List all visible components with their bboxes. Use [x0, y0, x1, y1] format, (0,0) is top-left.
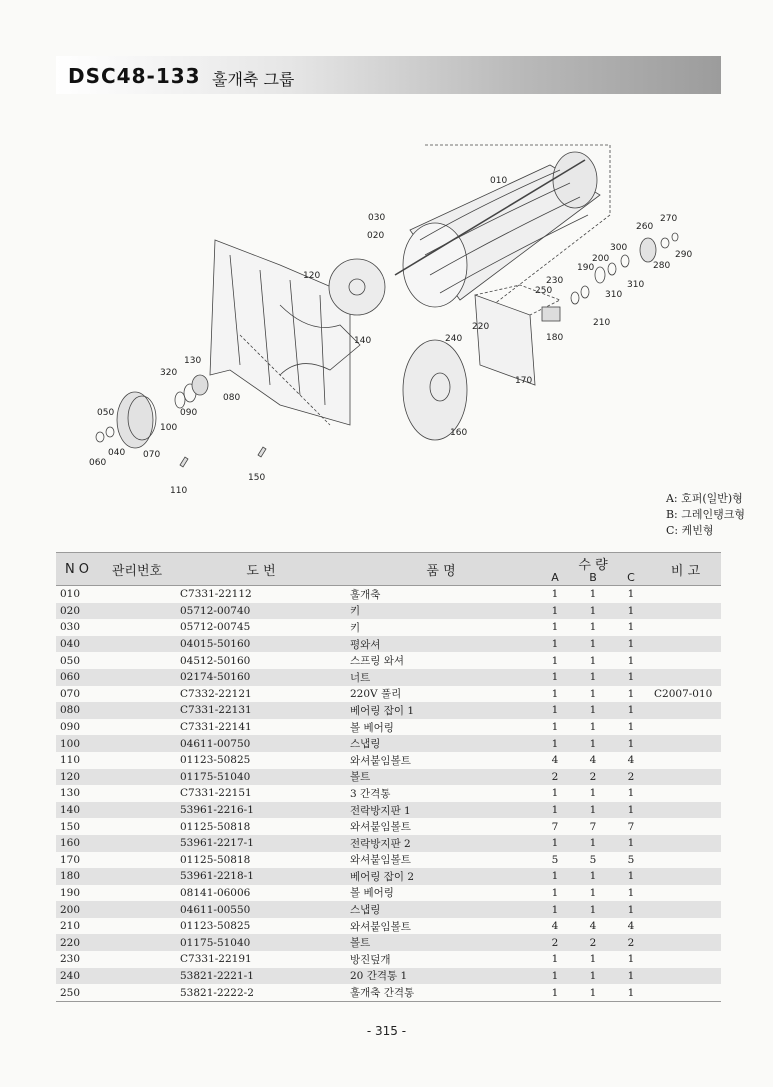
document-title: 훌개축 그룹	[212, 70, 295, 89]
cell-drawing-no: 01123-50825	[180, 920, 251, 933]
cell-part-name: 전락방지판 1	[346, 802, 536, 819]
callout-label: 090	[180, 408, 198, 418]
cell-no: 040	[56, 636, 98, 653]
cell-qty-c: 1	[612, 702, 650, 719]
cell-mgmt-no	[98, 968, 176, 985]
cell-no: 240	[56, 968, 98, 985]
table-row	[56, 901, 721, 918]
callout-label: 220	[472, 322, 490, 332]
table-row	[56, 636, 721, 653]
cell-qty-c: 2	[612, 769, 650, 786]
cell-remark: C2007-010	[654, 687, 713, 700]
table-row	[56, 752, 721, 769]
cell-no: 150	[60, 820, 81, 833]
cell-no: 060	[56, 669, 98, 686]
cell-qty-b: 1	[589, 953, 597, 966]
table-row	[56, 586, 721, 603]
cell-part-name: 평와셔	[346, 636, 536, 653]
callout-label: 280	[653, 261, 671, 271]
table-row	[56, 735, 721, 752]
cell-drawing-no: C7331-22191	[180, 953, 252, 966]
cell-qty-b: 1	[574, 636, 612, 653]
cell-part-name: 와셔붙임볼트	[350, 821, 411, 834]
cell-part-name: 와셔붙임볼트	[350, 854, 411, 867]
cell-qty-c: 1	[612, 735, 650, 752]
table-row	[56, 968, 721, 985]
header-remark: 비 고	[650, 553, 721, 586]
cell-drawing-no: C7332-22121	[180, 687, 252, 700]
cell-part-name: 베어링 잡이 2	[346, 868, 536, 885]
cell-qty-b: 1	[589, 621, 597, 634]
cell-qty-a: 1	[551, 588, 559, 601]
callout-label: 270	[660, 214, 678, 224]
header-quantity	[536, 553, 650, 586]
cell-no: 080	[56, 702, 98, 719]
cell-mgmt-no	[98, 951, 176, 968]
cell-drawing-no: 08141-06006	[180, 886, 251, 899]
table-row	[56, 984, 721, 1001]
cell-mgmt-no	[98, 785, 176, 802]
cell-qty-a: 1	[536, 735, 574, 752]
callout-label: 130	[184, 356, 202, 366]
table-row	[56, 818, 721, 835]
cell-qty-c: 5	[627, 853, 635, 866]
cell-no: 070	[60, 687, 81, 700]
cell-qty-a: 5	[551, 853, 559, 866]
cell-mgmt-no	[98, 984, 176, 1001]
callout-label: 020	[367, 231, 385, 241]
cell-no: 110	[60, 754, 81, 767]
cell-mgmt-no	[98, 918, 176, 935]
cell-mgmt-no	[98, 586, 176, 603]
cell-remark	[650, 719, 721, 736]
header-drawing-no: 도 번	[176, 553, 346, 586]
cell-qty-b: 2	[574, 769, 612, 786]
cell-qty-b: 4	[589, 920, 597, 933]
cell-drawing-no: 02174-50160	[176, 669, 346, 686]
cell-qty-b: 1	[574, 735, 612, 752]
cell-drawing-no: 53961-2216-1	[176, 802, 346, 819]
cell-remark	[650, 769, 721, 786]
cell-mgmt-no	[98, 603, 176, 620]
callout-label: 250	[535, 286, 553, 296]
document-code: DSC48-133	[68, 64, 201, 88]
table-row	[56, 802, 721, 819]
cell-qty-c: 1	[612, 802, 650, 819]
callout-label: 080	[223, 393, 241, 403]
cell-drawing-no: C7331-22112	[180, 588, 252, 601]
cell-part-name: 너트	[346, 669, 536, 686]
cell-part-name: 볼트	[346, 769, 536, 786]
cell-no: 050	[60, 654, 81, 667]
cell-qty-b: 1	[574, 984, 612, 1001]
cell-remark	[650, 702, 721, 719]
callout-label: 230	[546, 276, 564, 286]
cell-drawing-no: 05712-00745	[180, 621, 251, 634]
callout-label: 210	[593, 318, 611, 328]
cell-qty-c: 1	[627, 953, 635, 966]
cell-qty-a: 1	[551, 721, 559, 734]
cell-mgmt-no	[98, 835, 176, 852]
cell-remark	[650, 868, 721, 885]
callout-label: 140	[354, 336, 372, 346]
cell-no: 090	[60, 721, 81, 734]
cell-qty-c: 1	[612, 868, 650, 885]
cell-remark	[650, 652, 721, 669]
callout-label: 010	[490, 176, 508, 186]
callout-label: 190	[577, 263, 595, 273]
cell-qty-a: 1	[551, 654, 559, 667]
callout-label: 170	[515, 376, 533, 386]
cell-part-name: 3 간격통	[350, 787, 391, 800]
cell-part-name: 훌개축	[350, 588, 381, 601]
header-qty-c: C	[627, 571, 635, 584]
cell-qty-a: 1	[536, 868, 574, 885]
cell-qty-a: 1	[536, 968, 574, 985]
cell-qty-a: 1	[536, 984, 574, 1001]
table-header-row	[56, 553, 721, 586]
cell-part-name: 키	[350, 621, 361, 634]
callout-label: 040	[108, 448, 126, 458]
cell-drawing-no: 53961-2218-1	[176, 868, 346, 885]
cell-remark	[650, 984, 721, 1001]
cell-mgmt-no	[98, 686, 176, 703]
cell-qty-b: 2	[574, 934, 612, 951]
callout-label: 320	[160, 368, 178, 378]
cell-qty-b: 1	[589, 886, 597, 899]
cell-qty-a: 1	[536, 636, 574, 653]
cell-part-name: 220V 풀리	[350, 688, 402, 701]
cell-qty-a: 2	[536, 769, 574, 786]
cell-mgmt-no	[98, 885, 176, 902]
cell-drawing-no: 53821-2221-1	[176, 968, 346, 985]
cell-drawing-no: 01175-51040	[176, 934, 346, 951]
cell-part-name: 스냅링	[346, 735, 536, 752]
cell-drawing-no: 53961-2217-1	[176, 835, 346, 852]
cell-qty-a: 1	[551, 886, 559, 899]
cell-qty-b: 5	[589, 853, 597, 866]
table-row	[56, 619, 721, 636]
cell-qty-a: 1	[551, 953, 559, 966]
callout-label: 120	[303, 271, 321, 281]
table-row	[56, 934, 721, 951]
cell-qty-c: 1	[627, 721, 635, 734]
cell-no: 250	[56, 984, 98, 1001]
callout-label: 290	[675, 250, 693, 260]
cell-remark	[650, 636, 721, 653]
table-row	[56, 686, 721, 703]
cell-qty-c: 1	[627, 654, 635, 667]
cell-qty-b: 1	[574, 603, 612, 620]
cell-mgmt-no	[98, 719, 176, 736]
cell-qty-b: 1	[589, 787, 597, 800]
callout-label: 310	[605, 290, 623, 300]
cell-mgmt-no	[98, 636, 176, 653]
cell-qty-c: 4	[627, 754, 635, 767]
header-qty-a: A	[551, 571, 559, 584]
cell-remark	[650, 885, 721, 902]
cell-remark	[650, 669, 721, 686]
cell-mgmt-no	[98, 735, 176, 752]
cell-part-name: 스냅링	[346, 901, 536, 918]
cell-no: 130	[60, 787, 81, 800]
callout-label: 310	[627, 280, 645, 290]
legend-item: C: 케빈형	[665, 524, 714, 537]
table-row	[56, 669, 721, 686]
cell-part-name: 스프링 와셔	[350, 655, 405, 668]
cell-mgmt-no	[98, 769, 176, 786]
cell-part-name: 볼 베어링	[350, 721, 394, 734]
cell-remark	[650, 968, 721, 985]
cell-qty-a: 1	[551, 787, 559, 800]
cell-part-name: 훌개축 간격통	[346, 984, 536, 1001]
cell-mgmt-no	[98, 802, 176, 819]
cell-qty-c: 1	[627, 621, 635, 634]
table-row	[56, 719, 721, 736]
cell-drawing-no: 04611-00750	[176, 735, 346, 752]
cell-no: 170	[60, 853, 81, 866]
table-row	[56, 835, 721, 852]
cell-qty-b: 1	[574, 802, 612, 819]
cell-remark	[650, 586, 721, 603]
cell-drawing-no: 01125-50818	[180, 820, 251, 833]
callout-label: 160	[450, 428, 468, 438]
cell-remark	[650, 818, 721, 835]
cell-no: 210	[60, 920, 81, 933]
table-row	[56, 885, 721, 902]
cell-drawing-no: C7331-22131	[176, 702, 346, 719]
cell-remark	[650, 901, 721, 918]
table-row	[56, 852, 721, 869]
cell-no: 100	[56, 735, 98, 752]
cell-qty-b: 1	[574, 868, 612, 885]
header-part-name: 품 명	[346, 553, 536, 586]
callout-label: 200	[592, 254, 610, 264]
cell-qty-b: 1	[589, 654, 597, 667]
cell-qty-a: 4	[551, 754, 559, 767]
cell-part-name: 키	[346, 603, 536, 620]
cell-mgmt-no	[98, 818, 176, 835]
table-row	[56, 603, 721, 620]
cell-remark	[650, 619, 721, 636]
cell-remark	[650, 951, 721, 968]
cell-part-name: 볼 베어링	[350, 887, 394, 900]
cell-remark	[650, 802, 721, 819]
cell-qty-b: 1	[574, 669, 612, 686]
cell-mgmt-no	[98, 852, 176, 869]
cell-mgmt-no	[98, 901, 176, 918]
cell-qty-a: 1	[536, 669, 574, 686]
cell-qty-b: 7	[589, 820, 597, 833]
cell-part-name: 와셔붙임볼트	[350, 920, 411, 933]
cell-no: 190	[60, 886, 81, 899]
cell-qty-a: 7	[551, 820, 559, 833]
cell-mgmt-no	[98, 752, 176, 769]
cell-no: 030	[60, 621, 81, 634]
cell-qty-c: 1	[612, 669, 650, 686]
cell-qty-b: 4	[589, 754, 597, 767]
cell-qty-c: 1	[612, 901, 650, 918]
cell-drawing-no: C7331-22151	[180, 787, 252, 800]
callout-label: 100	[160, 423, 178, 433]
cell-mgmt-no	[98, 619, 176, 636]
cell-no: 160	[56, 835, 98, 852]
cell-qty-c: 7	[627, 820, 635, 833]
cell-mgmt-no	[98, 669, 176, 686]
cell-qty-c: 1	[627, 787, 635, 800]
cell-qty-b: 1	[589, 687, 597, 700]
cell-qty-a: 1	[536, 835, 574, 852]
table-row	[56, 769, 721, 786]
cell-remark	[650, 934, 721, 951]
cell-qty-b: 1	[574, 901, 612, 918]
cell-qty-a: 1	[536, 901, 574, 918]
exploded-parts-diagram	[80, 135, 740, 505]
callout-label: 260	[636, 222, 654, 232]
cell-mgmt-no	[98, 652, 176, 669]
table-row	[56, 918, 721, 935]
cell-qty-b: 1	[574, 968, 612, 985]
callout-label: 180	[546, 333, 564, 343]
callout-label: 150	[248, 473, 266, 483]
cell-remark	[650, 752, 721, 769]
cell-drawing-no: 01123-50825	[180, 754, 251, 767]
cell-part-name: 와셔붙임볼트	[350, 754, 411, 767]
legend-item: B: 그레인탱크형	[665, 508, 745, 521]
cell-drawing-no: 05712-00740	[176, 603, 346, 620]
cell-qty-c: 1	[612, 984, 650, 1001]
cell-qty-b: 1	[574, 702, 612, 719]
cell-no: 020	[56, 603, 98, 620]
cell-qty-c: 1	[612, 603, 650, 620]
cell-part-name: 볼트	[346, 934, 536, 951]
cell-remark	[650, 835, 721, 852]
cell-remark	[650, 852, 721, 869]
cell-qty-c: 4	[627, 920, 635, 933]
table-row	[56, 702, 721, 719]
table-row	[56, 868, 721, 885]
cell-drawing-no: 04512-50160	[180, 654, 251, 667]
callout-label: 240	[445, 334, 463, 344]
parts-table	[56, 552, 721, 1002]
cell-qty-c: 1	[627, 588, 635, 601]
cell-mgmt-no	[98, 934, 176, 951]
cell-qty-c: 1	[627, 687, 635, 700]
model-legend	[666, 491, 745, 539]
parts-table-body	[56, 586, 721, 1002]
cell-qty-c: 2	[612, 934, 650, 951]
header-quantity-label: 수 량	[578, 558, 608, 573]
cell-qty-a: 1	[536, 702, 574, 719]
callout-label: 070	[143, 450, 161, 460]
cell-drawing-no: 01125-50818	[180, 853, 251, 866]
cell-drawing-no: 04611-00550	[176, 901, 346, 918]
cell-part-name: 방진덮개	[350, 953, 391, 966]
cell-drawing-no: C7331-22141	[180, 721, 252, 734]
callout-label: 110	[170, 486, 188, 496]
table-row	[56, 785, 721, 802]
callout-label: 300	[610, 243, 628, 253]
callout-label: 050	[97, 408, 115, 418]
cell-qty-a: 4	[551, 920, 559, 933]
cell-remark	[650, 603, 721, 620]
cell-no: 220	[56, 934, 98, 951]
header-mgmt-no: 관리번호	[98, 553, 176, 586]
cell-qty-b: 1	[589, 721, 597, 734]
cell-no: 180	[56, 868, 98, 885]
cell-qty-a: 1	[551, 621, 559, 634]
header-qty-b: B	[589, 571, 597, 584]
cell-part-name: 베어링 잡이 1	[346, 702, 536, 719]
cell-drawing-no: 04015-50160	[176, 636, 346, 653]
cell-no: 120	[56, 769, 98, 786]
cell-no: 010	[60, 588, 81, 601]
cell-drawing-no: 53821-2222-2	[176, 984, 346, 1001]
cell-no: 200	[56, 901, 98, 918]
table-row	[56, 652, 721, 669]
cell-qty-a: 1	[551, 687, 559, 700]
callout-label: 060	[89, 458, 107, 468]
cell-qty-c: 1	[612, 968, 650, 985]
cell-mgmt-no	[98, 702, 176, 719]
page-number: - 315 -	[366, 1024, 407, 1038]
cell-qty-b: 1	[589, 588, 597, 601]
cell-no: 140	[56, 802, 98, 819]
cell-qty-a: 1	[536, 802, 574, 819]
cell-remark	[650, 735, 721, 752]
cell-remark	[650, 918, 721, 935]
cell-part-name: 전락방지판 2	[346, 835, 536, 852]
cell-qty-c: 1	[627, 886, 635, 899]
cell-drawing-no: 01175-51040	[176, 769, 346, 786]
table-row	[56, 951, 721, 968]
cell-qty-c: 1	[612, 835, 650, 852]
legend-item: A: 호퍼(일반)형	[665, 492, 743, 505]
cell-part-name: 20 간격통 1	[346, 968, 536, 985]
cell-remark	[650, 785, 721, 802]
cell-mgmt-no	[98, 868, 176, 885]
cell-no: 230	[60, 953, 81, 966]
cell-qty-a: 2	[536, 934, 574, 951]
cell-qty-a: 1	[536, 603, 574, 620]
cell-qty-c: 1	[612, 636, 650, 653]
callout-label: 030	[368, 213, 386, 223]
cell-qty-b: 1	[574, 835, 612, 852]
header-no: N O	[56, 553, 98, 586]
